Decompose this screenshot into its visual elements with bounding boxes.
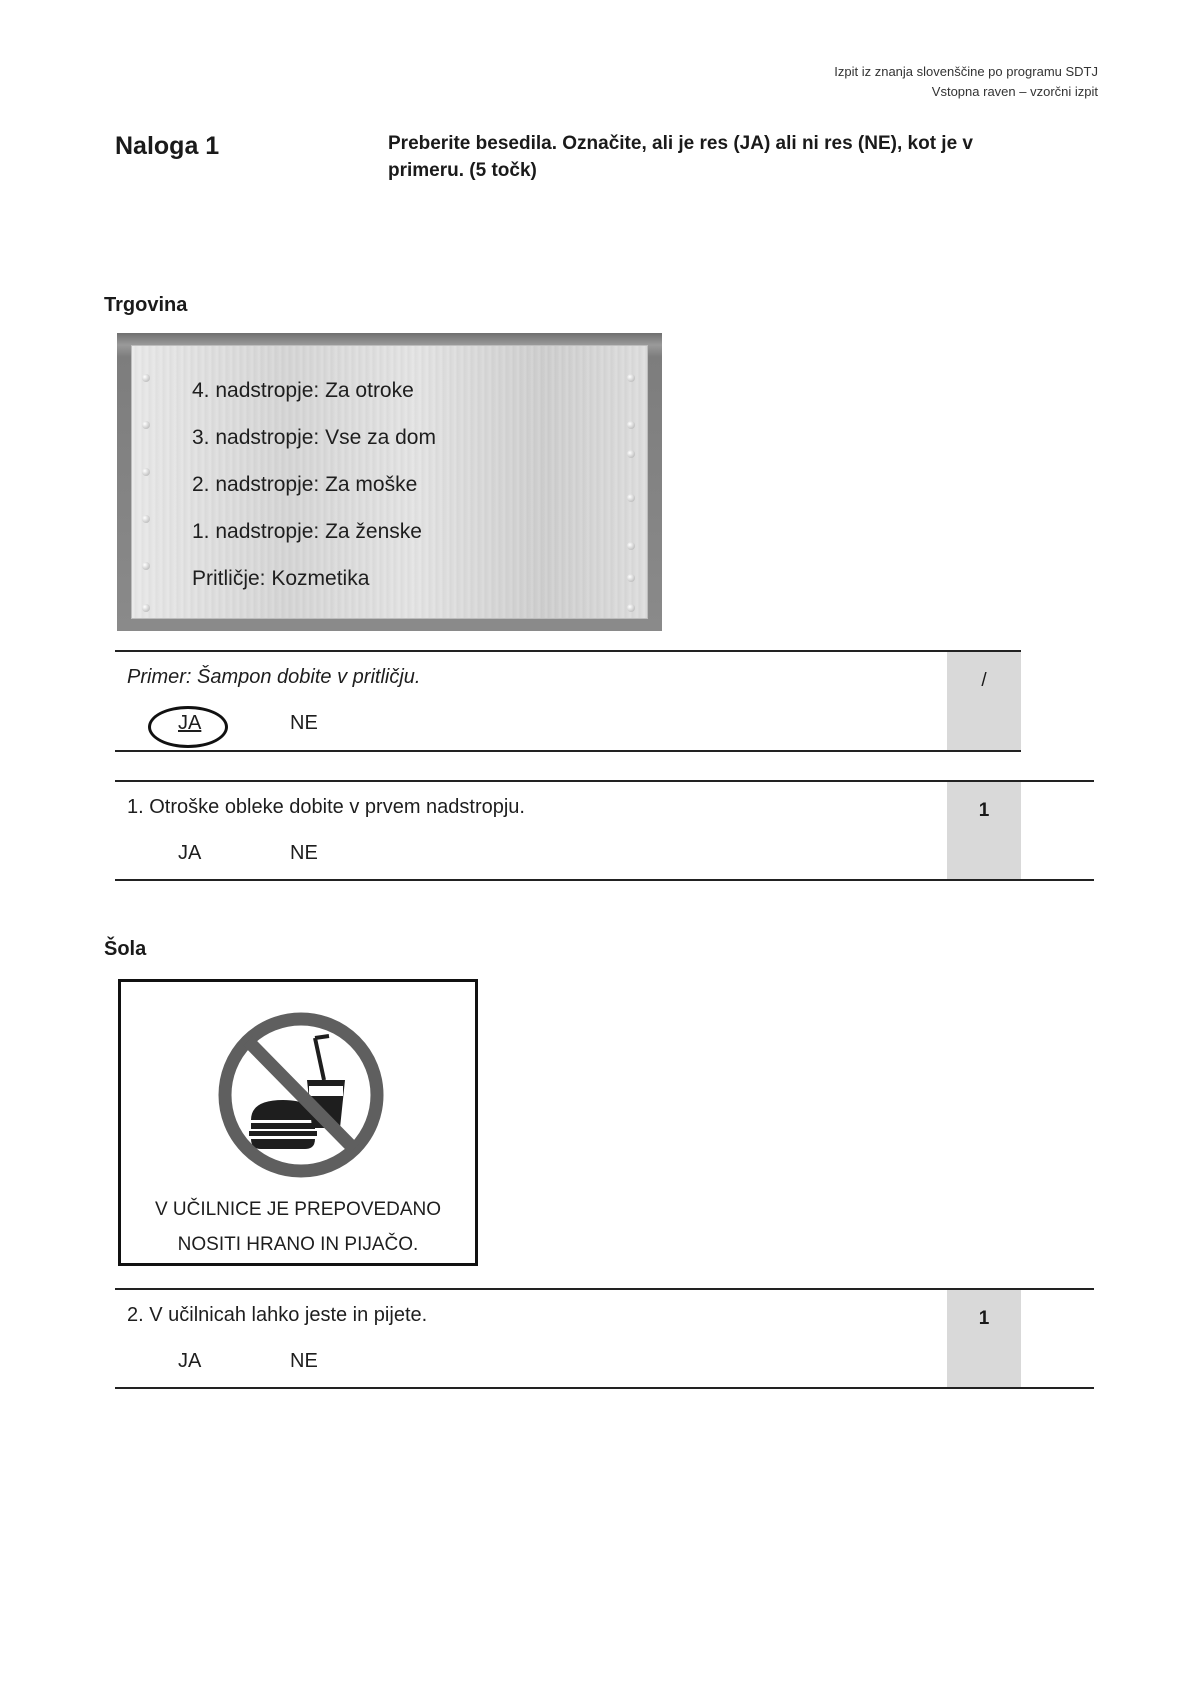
option-ja[interactable]: JA [178, 1350, 202, 1372]
screw-icon [627, 604, 635, 612]
option-ne[interactable]: NE [290, 712, 318, 734]
screw-icon [142, 515, 150, 523]
screw-icon [142, 421, 150, 429]
question-2 [115, 1288, 1094, 1389]
question-1 [115, 780, 1094, 881]
floor-line: Pritličje: Kozmetika [192, 567, 370, 590]
score-cell: / [947, 652, 1021, 750]
section-heading-school: Šola [104, 938, 147, 960]
store-floor-sign [117, 333, 662, 631]
metal-plate [131, 345, 648, 619]
screw-icon [627, 421, 635, 429]
score-cell: 1 [947, 1290, 1021, 1387]
score-cell: 1 [947, 782, 1021, 879]
sign-caption [121, 1192, 475, 1262]
screw-icon [142, 374, 150, 382]
screw-icon [627, 494, 635, 502]
floor-directory [192, 376, 436, 611]
sign-caption-line: NOSITI HRANO IN PIJAČO. [177, 1234, 419, 1255]
sign-caption-line: V UČILNICE JE PREPOVEDANO [154, 1199, 442, 1220]
no-food-sign [118, 979, 478, 1266]
screw-icon [142, 562, 150, 570]
screw-icon [627, 542, 635, 550]
option-ne[interactable]: NE [290, 842, 318, 864]
floor-line: 3. nadstropje: Vse za dom [192, 426, 436, 449]
exam-header [834, 62, 1098, 102]
floor-line: 4. nadstropje: Za otroke [192, 379, 414, 402]
screw-icon [627, 450, 635, 458]
example-text: Primer: Šampon dobite v pritličju. [127, 666, 421, 688]
option-ja[interactable]: JA [178, 842, 202, 864]
question-text: 2. V učilnicah lahko jeste in pijete. [127, 1304, 428, 1326]
question-text: 1. Otroške obleke dobite v prvem nadstropju. [127, 796, 525, 818]
task-instruction: Preberite besedila. Označite, ali je res (JA) ali ni res (NE), kot je v primeru. (5 točk) [388, 133, 974, 181]
section-heading-shop: Trgovina [104, 294, 188, 316]
example-question [115, 650, 1021, 752]
floor-line: 1. nadstropje: Za ženske [192, 520, 422, 543]
task-title: Naloga 1 [115, 132, 220, 160]
exam-name: Izpit iz znanja slovenščine po programu SDTJ [834, 64, 1098, 79]
screw-icon [142, 604, 150, 612]
floor-line: 2. nadstropje: Za moške [192, 473, 418, 496]
option-ja[interactable]: JA [178, 712, 202, 734]
no-food-and-drink-icon [211, 1008, 391, 1183]
screw-icon [142, 468, 150, 476]
option-ne[interactable]: NE [290, 1350, 318, 1372]
screw-icon [627, 374, 635, 382]
exam-level: Vstopna raven – vzorčni izpit [931, 84, 1098, 99]
screw-icon [627, 574, 635, 582]
